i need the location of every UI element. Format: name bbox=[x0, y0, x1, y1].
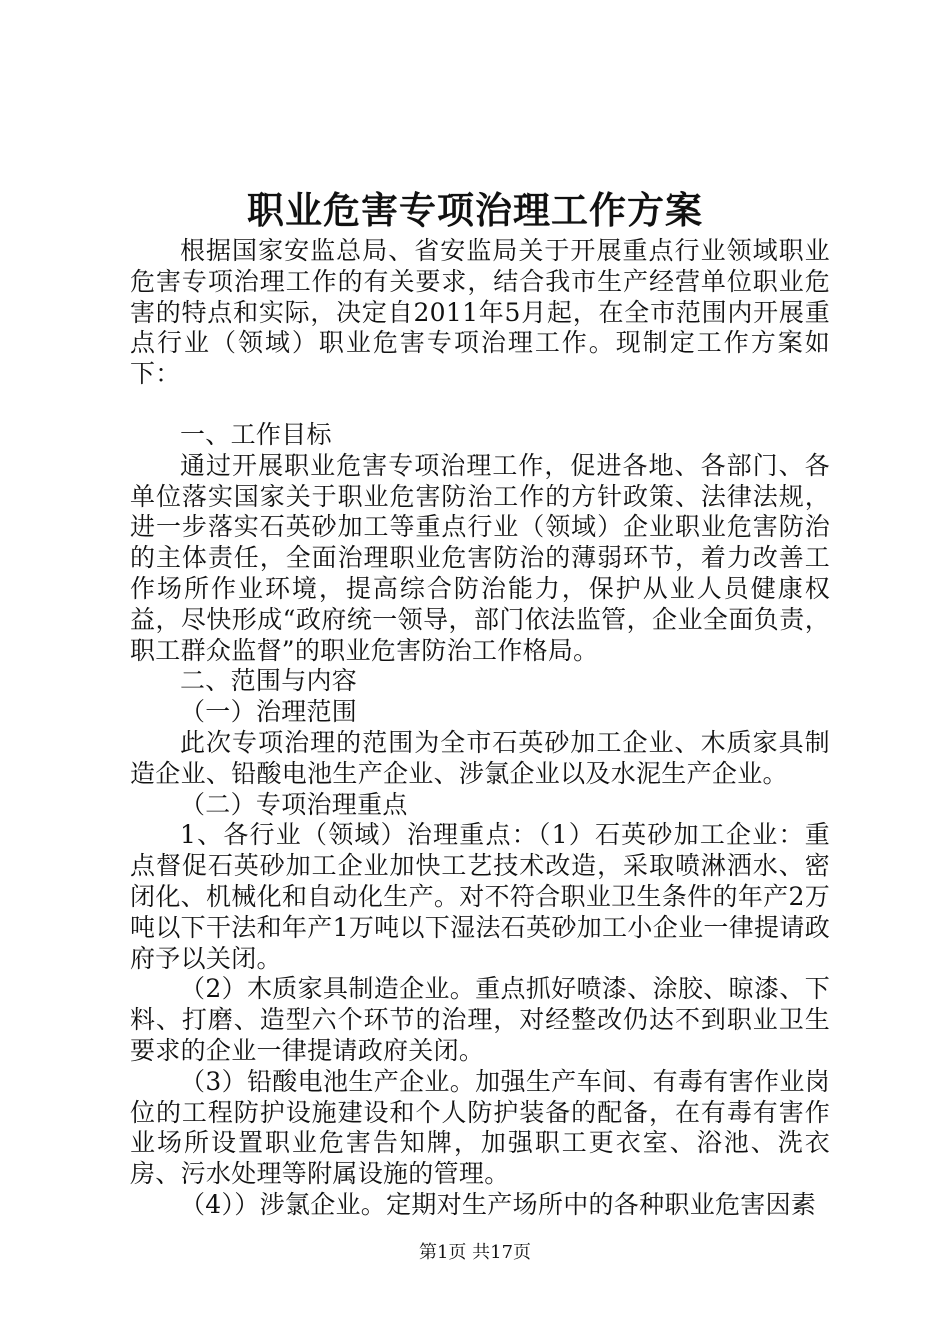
subsection-2-heading: （二）专项治理重点 bbox=[180, 789, 408, 819]
subsection-1-paragraph: 此次专项治理的范围为全市石英砂加工企业、木质家具制造企业、铅酸电池生产企业、涉氯企业以及水泥生产企业。 bbox=[130, 727, 830, 788]
item-4-paragraph: （4））涉氯企业。定期对生产场所中的各种职业危害因素 bbox=[180, 1189, 817, 1219]
document-title: 职业危害专项治理工作方案 bbox=[247, 188, 703, 232]
item-3-paragraph: （3）铅酸电池生产企业。加强生产车间、有毒有害作业岗位的工程防护设施建设和个人防护装备的配备，在有毒有害作业场所设置职业危害告知牌，加强职工更衣室、浴池、洗衣房、污水处理等附属设施的管理。 bbox=[130, 1066, 830, 1189]
page-number-footer: 第1页 共17页 bbox=[418, 1242, 532, 1263]
section-1-paragraph: 通过开展职业危害专项治理工作，促进各地、各部门、各单位落实国家关于职业危害防治工作的方针政策、法律法规，进一步落实石英砂加工等重点行业（领域）企业职业危害防治的主体责任，全面治理职业危害防治的薄弱环节，着力改善工作场所作业环境，提高综合防治能力，保护从业人员健康权益，尽快形成“政府统一领导，部门依法监管，企业全面负责，职工群众监督”的职业危害防治工作格局。 bbox=[130, 450, 830, 665]
document-body bbox=[130, 236, 830, 1221]
item-2-paragraph: （2）木质家具制造企业。重点抓好喷漆、涂胶、晾漆、下料、打磨、造型六个环节的治理，对经整改仍达不到职业卫生要求的企业一律提请政府关闭。 bbox=[130, 974, 830, 1065]
subsection-1-heading: （一）治理范围 bbox=[180, 697, 358, 727]
intro-paragraph: 根据国家安监总局、省安监局关于开展重点行业领域职业危害专项治理工作的有关要求，结合我市生产经营单位职业危害的特点和实际，决定自2011年5月起，在全市范围内开展重点行业（领域）职业危害专项治理工作。现制定工作方案如下： bbox=[130, 236, 830, 389]
section-2-heading: 二、范围与内容 bbox=[180, 666, 358, 696]
item-1-paragraph: 1、各行业（领域）治理重点：（1）石英砂加工企业：重点督促石英砂加工企业加快工艺技术改造，采取喷淋洒水、密闭化、机械化和自动化生产。对不符合职业卫生条件的年产2万吨以下干法和年产1万吨以下湿法石英砂加工小企业一律提请政府予以关闭。 bbox=[130, 820, 830, 973]
section-1-heading: 一、工作目标 bbox=[180, 419, 332, 449]
